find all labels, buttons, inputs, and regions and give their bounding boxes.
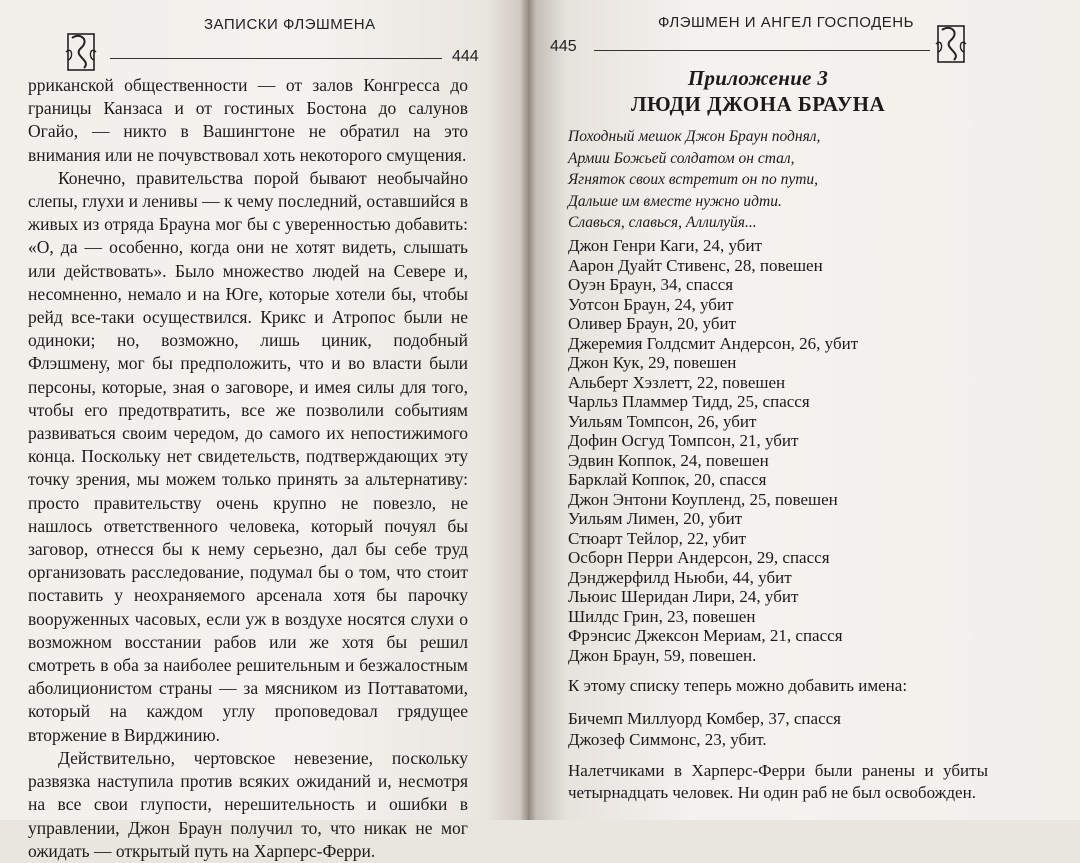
- header-rule: [110, 58, 442, 59]
- list-item: Джеремия Голдсмит Андерсон, 26, убит: [568, 333, 859, 353]
- paragraph: Действительно, чертовское невезение, поскольку развязка наступила против всяких ожиданий и, несмотря на все свои глупости, нерешительность и ошибки в управлении, Джон Браун получил то, что никак не мог ожидать — открытый путь на Харперс-Ферри.: [28, 747, 468, 861]
- closing-paragraph: [568, 760, 988, 804]
- list-item: Джон Кук, 29, повешен: [568, 353, 737, 372]
- list-item: Уильям Томпсон, 26, убит: [568, 411, 757, 431]
- right-page: [528, 0, 1080, 820]
- page-number: 445: [550, 38, 577, 55]
- paragraph: Конечно, правительства порой бывают необычайно слепы, глухи и ленивы — к чему последний, оставшийся в живых из отряда Брауна мог бы с уверенностью добавить: «О, да — особенно, когда они не хотят видеть, слышать или действовать». Было множество людей на Севере и, несомненно, немало и на Юге, которые хотели бы, чтобы рейд все-таки осуществился. Крикс и Атропос были не одиноки; но, возможно, лишь циник, подобный Флэшмену, мог бы предположить, что и во власти были персоны, которые, зная о заговоре, и имея силы для того, чтобы его предотвратить, все же позволили событиям развиваться своим чередом, до самого их непостижимого конца. Поскольку нет свидетельств, подтверждающих эту точку зрения, мы можем только принять за альтернативу: просто правительству очень крупно не повезло, не нашлось ответственного человека, который почуял бы заговор, отнесся бы к нему серьезно, дал бы себе труд организовать расследование, подумал бы о том, что стоит поставить у неохраняемого арсенала хотя бы парочку вооруженных часовых, если уж в воздухе носятся слухи о возможном восстании рабов или же хотя бы решил смотреть в оба за наиболее решительным и безжалостным аболиционистом страны — за мясником из Поттаватоми, который на каждом углу проповедовал грядущее вторжение в Вирджинию.: [28, 167, 468, 745]
- appendix-subtitle: ЛЮДИ ДЖОНА БРАУНА: [630, 92, 886, 116]
- list-item: Бичемп Миллуорд Комбер, 37, спасся: [568, 709, 841, 728]
- paragraph: Налетчиками в Харперс-Ферри были ранены и убиты четырнадцать человек. Ни один раб не был освобожден.: [568, 761, 988, 802]
- list-item: Шилдс Грин, 23, повешен: [568, 606, 756, 626]
- list-item: Уотсон Браун, 24, убит: [568, 294, 734, 314]
- running-header: ЗАПИСКИ ФЛЭШМЕНА: [204, 16, 376, 33]
- list-item: Чарльз Пламмер Тидд, 25, спасся: [568, 392, 810, 411]
- list-item: Джон Генри Каги, 24, убит: [568, 236, 762, 255]
- left-page: [0, 0, 528, 861]
- additional-note: К этому списку теперь можно добавить имена:: [568, 676, 908, 695]
- poem-line: Дальше им вместе нужно идти.: [568, 192, 782, 210]
- list-item: Джон Энтони Коупленд, 25, повешен: [568, 489, 838, 509]
- poem-line: Походный мешок Джон Браун поднял,: [568, 128, 821, 145]
- poem-line: Армии Божьей солдатом он стал,: [568, 149, 795, 167]
- body-text: [28, 74, 468, 863]
- roster-list: [568, 236, 948, 665]
- list-item: Оуэн Браун, 34, спасся: [568, 275, 734, 294]
- appendix-title: Приложение 3: [687, 66, 829, 90]
- list-item: Осборн Перри Андерсон, 29, спасся: [568, 548, 830, 567]
- ornament-icon: [62, 30, 100, 74]
- list-item: Джон Браун, 59, повешен.: [568, 645, 757, 665]
- list-item: Фрэнсис Джексон Мериам, 21, спасся: [568, 626, 843, 645]
- list-item: Альберт Хэзлетт, 22, повешен: [568, 372, 786, 392]
- poem-line: Славься, славься, Аллилуйя...: [568, 214, 757, 231]
- book-gutter: [520, 0, 536, 820]
- list-item: Дэнджерфилд Ньюби, 44, убит: [568, 567, 792, 587]
- list-item: Оливер Браун, 20, убит: [568, 314, 737, 333]
- header-rule: [594, 50, 930, 51]
- paragraph: рриканской общественности — от залов Конгресса до границы Канзаса и от гостиных Бостона до салунов Огайо, — никто в Вашингтоне не обратил на это внимания или не почувствовал хоть некоторого смущения.: [28, 75, 468, 165]
- list-item: Аарон Дуайт Стивенс, 28, повешен: [568, 255, 823, 275]
- list-item: Джозеф Симмонс, 23, убит.: [568, 730, 767, 749]
- list-item: Барклай Коппок, 20, спасся: [568, 470, 767, 489]
- list-item: Уильям Лимен, 20, убит: [568, 509, 743, 528]
- list-item: Эдвин Коппок, 24, повешен: [568, 450, 769, 470]
- epigraph-poem: [568, 126, 928, 234]
- additional-names: [568, 708, 948, 750]
- poem-line: Ягняток своих встретит он по пути,: [568, 171, 819, 188]
- page-number: 444: [452, 48, 479, 65]
- running-header: ФЛЭШМЕН И АНГЕЛ ГОСПОДЕНЬ: [658, 14, 914, 31]
- ornament-icon: [932, 22, 970, 66]
- list-item: Стюарт Тейлор, 22, убит: [568, 528, 747, 548]
- list-item: Дофин Осгуд Томпсон, 21, убит: [568, 431, 799, 450]
- list-item: Льюис Шеридан Лири, 24, убит: [568, 587, 799, 606]
